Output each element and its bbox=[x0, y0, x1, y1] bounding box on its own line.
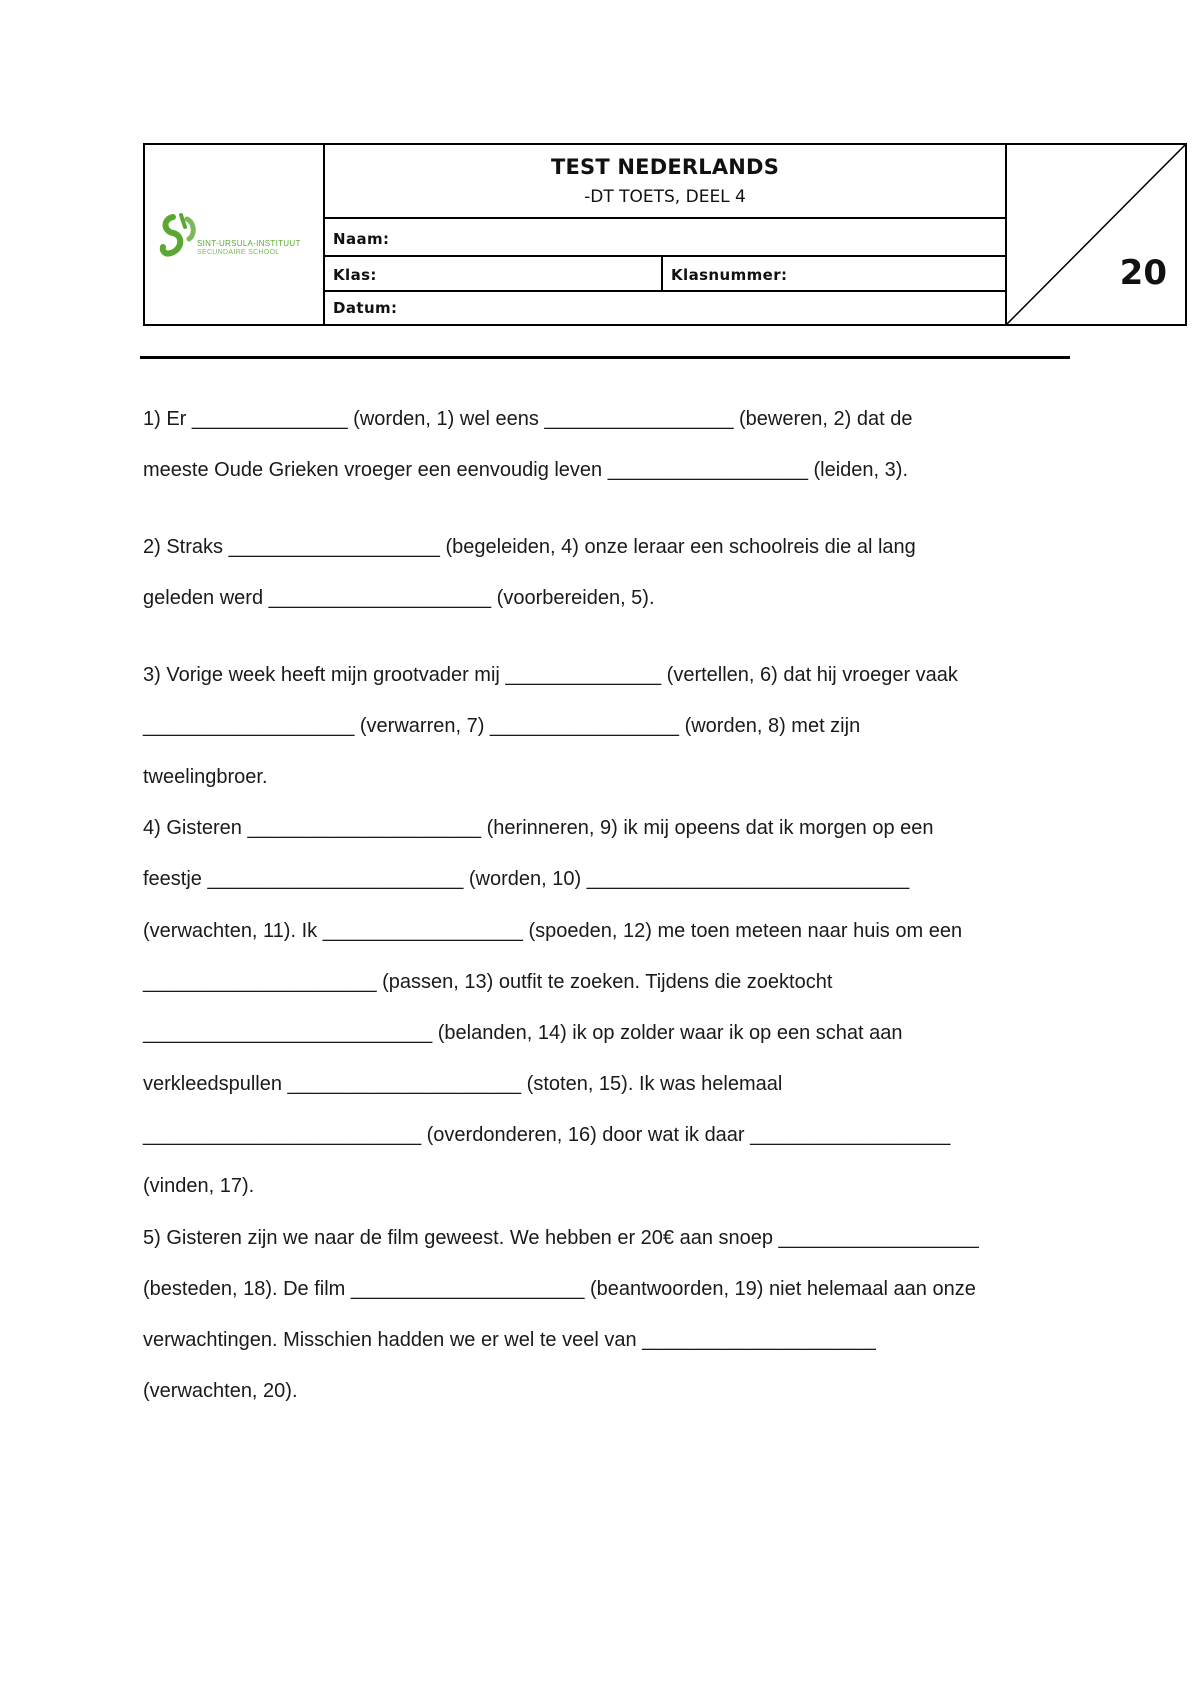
datum-label: Datum: bbox=[333, 299, 398, 317]
header-divider-rule bbox=[140, 356, 1070, 359]
header-main bbox=[325, 145, 1005, 324]
exercise-line: verwachtingen. Misschien hadden we er wel te veel van _____________________ bbox=[143, 1329, 876, 1351]
exercise-line: (verwachten, 11). Ik __________________ (spoeden, 12) me toen meteen naar huis om een bbox=[143, 920, 963, 942]
klas-label: Klas: bbox=[333, 266, 377, 284]
exercise-line: __________________________ (belanden, 14) ik op zolder waar ik op een schat aan bbox=[143, 1022, 903, 1044]
exercise-line: feestje _______________________ (worden, 10) _____________________________ bbox=[143, 868, 910, 890]
naam-label: Naam: bbox=[333, 230, 390, 248]
score-cell bbox=[1005, 145, 1185, 324]
klas-row bbox=[325, 257, 1005, 292]
exercise-line: (vinden, 17). bbox=[143, 1175, 255, 1197]
max-score: 20 bbox=[1119, 253, 1167, 293]
school-logo-icon bbox=[159, 213, 199, 265]
datum-field[interactable] bbox=[325, 292, 1005, 324]
page-title: TEST NEDERLANDS bbox=[550, 155, 780, 179]
exercise-line: ___________________ (verwarren, 7) _________________ (worden, 8) met zijn bbox=[143, 715, 861, 737]
score-diagonal bbox=[1007, 145, 1185, 324]
logo-cell bbox=[145, 145, 325, 324]
exercise-line: (besteden, 18). De film _____________________ (beantwoorden, 19) niet helemaal aan onze bbox=[143, 1278, 976, 1300]
exercise-line: 5) Gisteren zijn we naar de film geweest. We hebben er 20€ aan snoep __________________ bbox=[143, 1227, 979, 1249]
logo-line-2: SECUNDAIRE SCHOOL bbox=[197, 249, 280, 256]
exercise-line: geleden werd ____________________ (voorbereiden, 5). bbox=[143, 587, 655, 609]
logo-text bbox=[197, 239, 301, 257]
exercise-line: meeste Oude Grieken vroeger een eenvoudig leven __________________ (leiden, 3). bbox=[143, 459, 908, 481]
klasnummer-label: Klasnummer: bbox=[671, 266, 788, 284]
exercise-line: verkleedspullen _____________________ (stoten, 15). Ik was helemaal bbox=[143, 1073, 783, 1095]
exercise-line: 3) Vorige week heeft mijn grootvader mij ______________ (vertellen, 6) dat hij vroeger vaak bbox=[143, 664, 958, 686]
page-subtitle: -DT TOETS, DEEL 4 bbox=[584, 187, 746, 207]
exercise-line: 1) Er ______________ (worden, 1) wel eens _________________ (beweren, 2) dat de bbox=[143, 408, 913, 430]
exercise-line: _____________________ (passen, 13) outfit te zoeken. Tijdens die zoektocht bbox=[143, 971, 833, 993]
exercise-line: 4) Gisteren _____________________ (herinneren, 9) ik mij opeens dat ik morgen op een bbox=[143, 817, 934, 839]
exercise-line: 2) Straks ___________________ (begeleiden, 4) onze leraar een schoolreis die al lang bbox=[143, 536, 916, 558]
title-box bbox=[325, 145, 1005, 219]
exercise-line: tweelingbroer. bbox=[143, 766, 268, 788]
exercise-line: (verwachten, 20). bbox=[143, 1380, 298, 1402]
klas-divider bbox=[661, 257, 663, 290]
header-table bbox=[143, 143, 1187, 326]
exercise-line: _________________________ (overdonderen, 16) door wat ik daar __________________ bbox=[143, 1124, 951, 1146]
naam-field[interactable] bbox=[325, 221, 1005, 257]
logo-line-1: SINT-URSULA-INSTITUUT bbox=[197, 239, 301, 248]
